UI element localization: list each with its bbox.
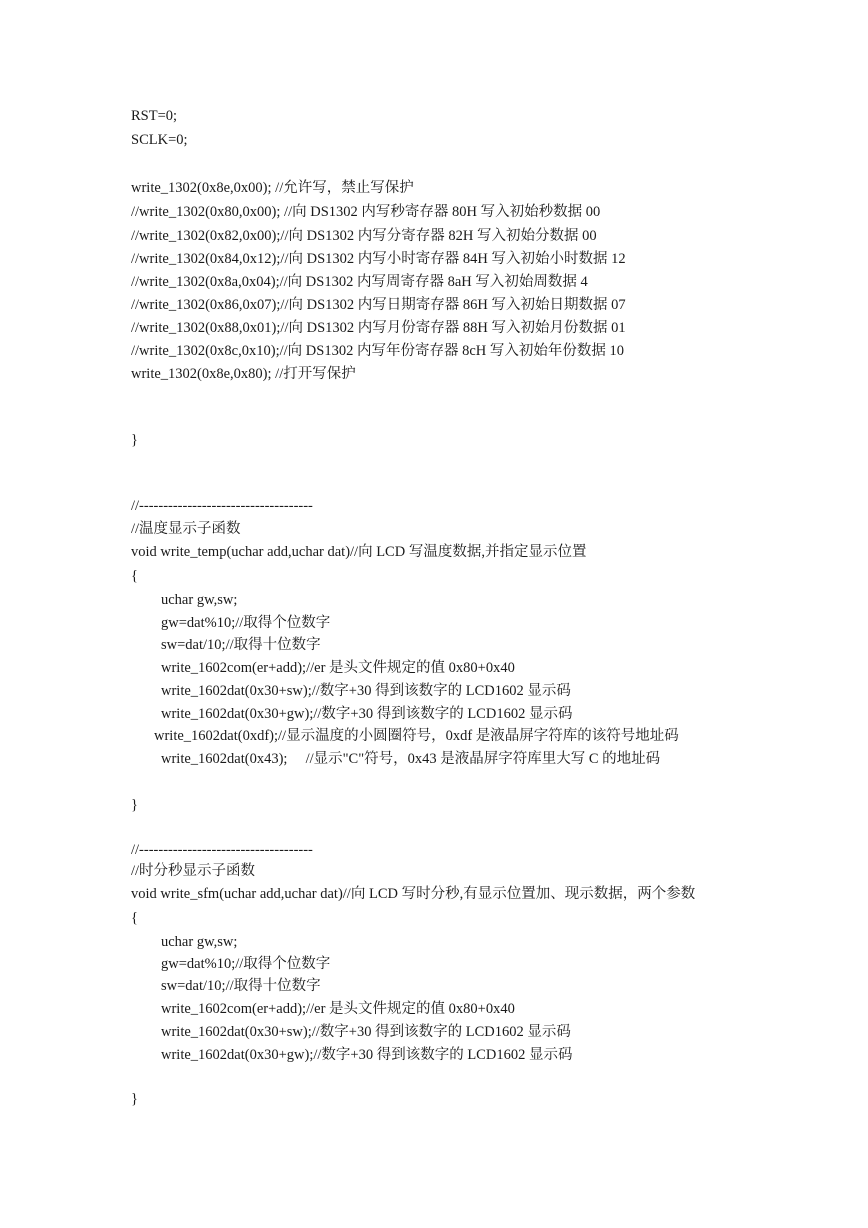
code-line: uchar gw,sw;	[161, 934, 238, 950]
code-line: //write_1302(0x82,0x00);//向 DS1302 内写分寄存器 82H 写入初始分数据 00	[131, 228, 597, 244]
code-line: gw=dat%10;//取得个位数字	[161, 956, 331, 972]
code-line: gw=dat%10;//取得个位数字	[161, 615, 331, 631]
code-line: write_1602dat(0x43); //显示"C"符号，0x43 是液晶屏字符库里大写 C 的地址码	[161, 751, 661, 767]
code-line: sw=dat/10;//取得十位数字	[161, 637, 321, 653]
closing-brace: }	[131, 1091, 138, 1107]
opening-brace: {	[131, 910, 138, 926]
separator-comment: //------------------------------------	[131, 498, 313, 514]
closing-brace: }	[131, 432, 138, 448]
code-line: write_1302(0x8e,0x00); //允许写，禁止写保护	[131, 180, 414, 196]
code-line: //write_1302(0x8c,0x10);//向 DS1302 内写年份寄存器 8cH 写入初始年份数据 10	[131, 343, 624, 359]
code-line: RST=0;	[131, 108, 178, 124]
code-line: write_1302(0x8e,0x80); //打开写保护	[131, 366, 356, 382]
code-line: //write_1302(0x88,0x01);//向 DS1302 内写月份寄存器 88H 写入初始月份数据 01	[131, 320, 626, 336]
code-line: write_1602dat(0x30+sw);//数字+30 得到该数字的 LCD1602 显示码	[161, 1024, 571, 1040]
code-line: write_1602com(er+add);//er 是头文件规定的值 0x80+0x40	[161, 1001, 515, 1017]
separator-comment: //------------------------------------	[131, 842, 313, 858]
code-line: sw=dat/10;//取得十位数字	[161, 978, 321, 994]
closing-brace: }	[131, 797, 138, 813]
section-comment: //温度显示子函数	[131, 521, 241, 537]
code-line: SCLK=0;	[131, 132, 188, 148]
code-line: //write_1302(0x80,0x00); //向 DS1302 内写秒寄存器 80H 写入初始秒数据 00	[131, 204, 601, 220]
code-line: write_1602com(er+add);//er 是头文件规定的值 0x80+0x40	[161, 660, 515, 676]
code-line: write_1602dat(0x30+sw);//数字+30 得到该数字的 LCD1602 显示码	[161, 683, 571, 699]
code-line: //write_1302(0x8a,0x04);//向 DS1302 内写周寄存器 8aH 写入初始周数据 4	[131, 274, 588, 290]
code-line: write_1602dat(0x30+gw);//数字+30 得到该数字的 LCD1602 显示码	[161, 1047, 573, 1063]
function-signature: void write_sfm(uchar add,uchar dat)//向 LCD 写时分秒,有显示位置加、现示数据，两个参数	[131, 886, 696, 902]
code-line: //write_1302(0x84,0x12);//向 DS1302 内写小时寄存器 84H 写入初始小时数据 12	[131, 251, 626, 267]
section-comment: //时分秒显示子函数	[131, 863, 256, 879]
code-line: write_1602dat(0xdf);//显示温度的小圆圈符号，0xdf 是液晶屏字符库的该符号地址码	[154, 728, 679, 744]
function-signature: void write_temp(uchar add,uchar dat)//向 LCD 写温度数据,并指定显示位置	[131, 544, 587, 560]
code-line: write_1602dat(0x30+gw);//数字+30 得到该数字的 LCD1602 显示码	[161, 706, 573, 722]
opening-brace: {	[131, 568, 138, 584]
code-line: //write_1302(0x86,0x07);//向 DS1302 内写日期寄存器 86H 写入初始日期数据 07	[131, 297, 626, 313]
code-line: uchar gw,sw;	[161, 592, 238, 608]
